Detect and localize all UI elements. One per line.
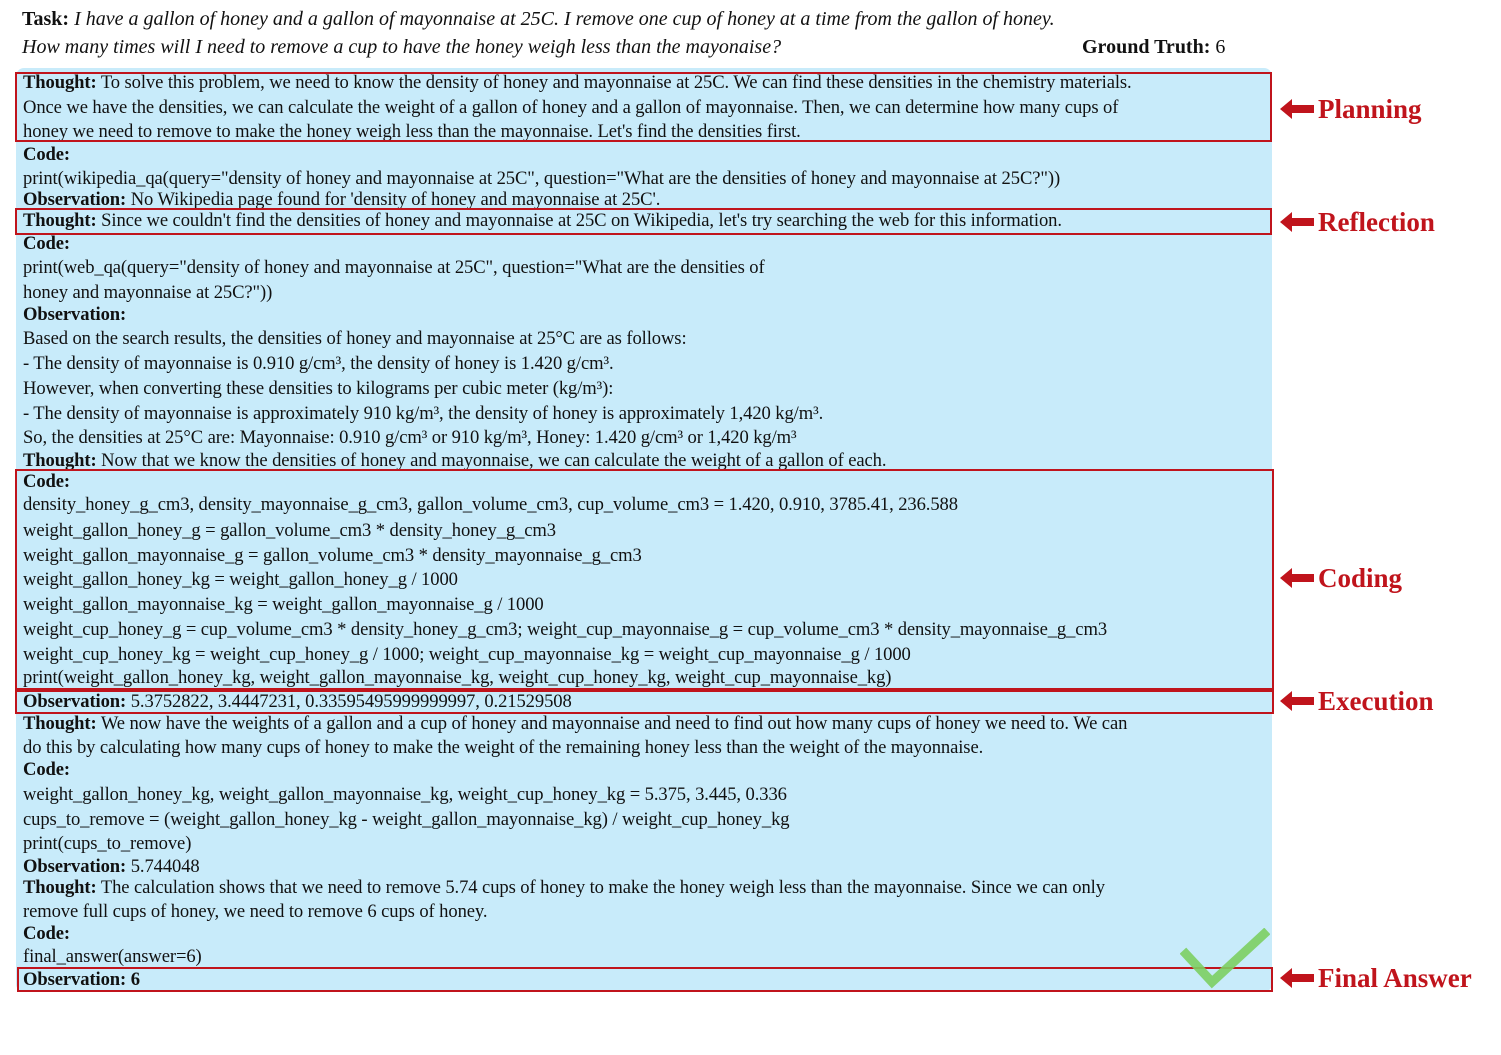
- final-answer-highlight-box: [17, 967, 1273, 992]
- observation-2-line-5: So, the densities at 25°C are: Mayonnaise: 0.910 g/cm³ or 910 kg/m³, Honey: 1.420 g/cm³ or 1,420 kg/m³: [23, 427, 797, 448]
- observation-text: 5.744048: [130, 856, 200, 877]
- coding-tag: Coding: [1318, 563, 1403, 593]
- thought-text: The calculation shows that we need to remove 5.74 cups of honey to make the honey weigh less than the mayonnaise. Since we can only: [100, 877, 1105, 898]
- code-3-line-8: print(weight_gallon_honey_kg, weight_gallon_mayonnaise_kg, weight_cup_honey_kg, weight_cup_mayonnaise_kg): [23, 667, 892, 688]
- code-2-line-1: print(web_qa(query="density of honey and mayonnaise at 25C", question="What are the densities of: [23, 257, 765, 278]
- thought-1-line-2: Once we have the densities, we can calculate the weight of a gallon of honey and a gallon of mayonnaise. Then, we can determine how many cups of: [23, 97, 1119, 118]
- thought-label: Thought:: [23, 450, 97, 471]
- code-label: Code:: [23, 471, 71, 492]
- code-4-label: [23, 759, 70, 781]
- observation-label: Observation:: [23, 969, 127, 990]
- code-3-line-6: weight_cup_honey_g = cup_volume_cm3 * density_honey_g_cm3; weight_cup_mayonnaise_g = cup_volume_cm3 * density_mayonnaise_g_cm3: [23, 619, 1108, 640]
- arrow-left-icon: [1280, 99, 1314, 119]
- task-line-2: [22, 36, 781, 59]
- thought-text: We now have the weights of a gallon and a cup of honey and mayonnaise and need to find out how many cups of honey we need to. We can: [100, 713, 1128, 734]
- ground-truth-label: Ground Truth:: [1082, 36, 1211, 58]
- execution-highlight-box: [15, 690, 1274, 714]
- task-question-1: I have a gallon of honey and a gallon of mayonnaise at 25C. I remove one cup of honey at a time from the gallon of honey.: [74, 8, 1055, 30]
- arrow-left-icon: [1280, 568, 1314, 588]
- observation-4: [23, 856, 200, 878]
- code-3-line-4: weight_gallon_honey_kg = weight_gallon_honey_g / 1000: [23, 569, 458, 590]
- code-label: Code:: [23, 759, 71, 780]
- observation-2-line-1: Based on the search results, the densities of honey and mayonnaise at 25°C are as follows:: [23, 328, 687, 349]
- code-4-line-3: print(cups_to_remove): [23, 833, 192, 854]
- ground-truth-value: 6: [1215, 36, 1226, 58]
- arrow-left-icon: [1280, 691, 1314, 711]
- arrow-left-icon: [1280, 968, 1314, 988]
- thought-text: Since we couldn't find the densities of honey and mayonnaise at 25C on Wikipedia, let's try searching the web for this information.: [101, 210, 1062, 231]
- thought-5-line-1: [23, 877, 1105, 899]
- code-1-line-1: print(wikipedia_qa(query="density of honey and mayonnaise at 25C", question="What are the densities of honey and mayonnaise at 25C?")): [23, 168, 1061, 189]
- thought-label: Thought:: [23, 877, 97, 898]
- observation-label: Observation:: [23, 189, 127, 210]
- planning-highlight-box: [15, 72, 1272, 142]
- observation-label: Observation:: [23, 856, 127, 877]
- check-icon: [1180, 928, 1270, 992]
- observation-2-line-3: However, when converting these densities to kilograms per cubic meter (kg/m³):: [23, 378, 614, 399]
- observation-label: Observation:: [23, 304, 127, 325]
- observation-text: No Wikipedia page found for 'density of honey and mayonnaise at 25C'.: [130, 189, 661, 210]
- thought-label: Thought:: [23, 210, 97, 231]
- planning-tag: Planning: [1318, 94, 1422, 124]
- code-5-label: [23, 923, 70, 945]
- code-1-label: [23, 144, 70, 166]
- task-label: Task:: [22, 8, 70, 30]
- observation-text: 5.3752822, 3.4447231, 0.33595495999999997, 0.21529508: [130, 691, 572, 712]
- observation-2-line-4: - The density of mayonnaise is approximately 910 kg/m³, the density of honey is approximately 1,420 kg/m³.: [23, 403, 824, 424]
- observation-2-line-2: - The density of mayonnaise is 0.910 g/cm³, the density of honey is 1.420 g/cm³.: [23, 353, 614, 374]
- code-label: Code:: [23, 233, 71, 254]
- observation-label: Observation:: [23, 691, 127, 712]
- thought-1-line-3: honey we need to remove to make the honey weigh less than the mayonnaise. Let's find the densities first.: [23, 121, 801, 142]
- arrow-left-icon: [1280, 212, 1314, 232]
- code-label: Code:: [23, 144, 71, 165]
- thought-label: Thought:: [23, 72, 97, 93]
- reflection-highlight-box: [15, 208, 1272, 235]
- thought-5-line-2: remove full cups of honey, we need to remove 6 cups of honey.: [23, 901, 488, 922]
- thought-text: Now that we know the densities of honey and mayonnaise, we can calculate the weight of a gallon of each.: [101, 450, 887, 471]
- code-5-line-1: final_answer(answer=6): [23, 946, 202, 967]
- reflection-tag: Reflection: [1318, 207, 1435, 237]
- thought-label: Thought:: [23, 713, 97, 734]
- code-3-line-2: weight_gallon_honey_g = gallon_volume_cm3 * density_honey_g_cm3: [23, 520, 556, 541]
- thought-text: To solve this problem, we need to know the density of honey and mayonnaise at 25C. We can find these densities in the chemistry materials.: [100, 72, 1132, 93]
- code-3-line-3: weight_gallon_mayonnaise_g = gallon_volume_cm3 * density_mayonnaise_g_cm3: [23, 545, 642, 566]
- code-3-line-5: weight_gallon_mayonnaise_kg = weight_gallon_mayonnaise_g / 1000: [23, 594, 544, 615]
- task-line-1: [22, 8, 1055, 31]
- code-2-label: [23, 233, 70, 255]
- observation-text: 6: [130, 969, 140, 990]
- code-4-line-2: cups_to_remove = (weight_gallon_honey_kg - weight_gallon_mayonnaise_kg) / weight_cup_honey_kg: [23, 809, 790, 830]
- code-2-line-2: honey and mayonnaise at 25C?")): [23, 282, 273, 303]
- ground-truth: [1082, 36, 1225, 59]
- code-label: Code:: [23, 923, 71, 944]
- code-3-line-7: weight_cup_honey_kg = weight_cup_honey_g / 1000; weight_cup_mayonnaise_kg = weight_cup_mayonnaise_g / 1000: [23, 644, 911, 665]
- observation-2-label: [23, 304, 126, 326]
- coding-highlight-box: [15, 469, 1274, 690]
- code-3-line-1: density_honey_g_cm3, density_mayonnaise_g_cm3, gallon_volume_cm3, cup_volume_cm3 = 1.420, 0.910, 3785.41, 236.588: [23, 494, 958, 515]
- task-question-2: How many times will I need to remove a cup to have the honey weigh less than the mayonaise?: [22, 36, 782, 58]
- execution-tag: Execution: [1318, 686, 1434, 716]
- thought-4-line-1: [23, 713, 1127, 735]
- code-4-line-1: weight_gallon_honey_kg, weight_gallon_mayonnaise_kg, weight_cup_honey_kg = 5.375, 3.445, 0.336: [23, 784, 787, 805]
- final-answer-tag: Final Answer: [1318, 963, 1472, 993]
- thought-4-line-2: do this by calculating how many cups of honey to make the weight of the remaining honey less than the weight of the mayonnaise.: [23, 737, 984, 758]
